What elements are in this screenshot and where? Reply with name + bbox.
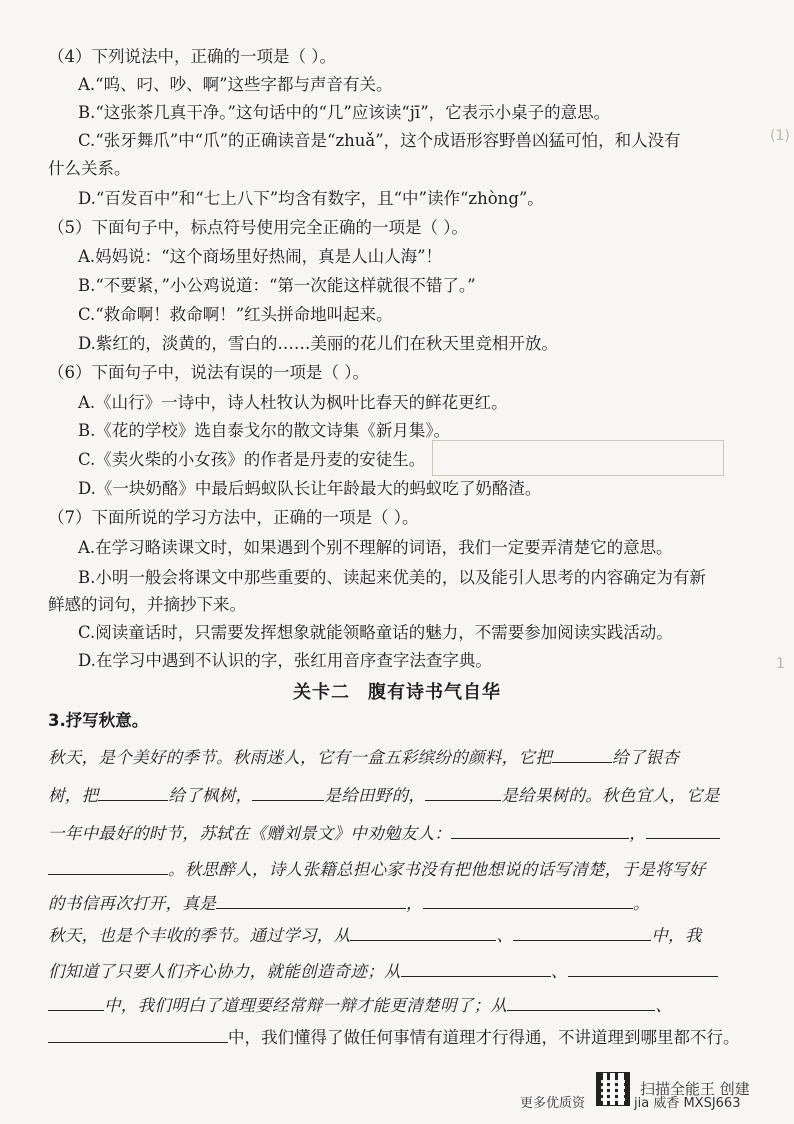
question-4-option-a: A.“呜、叼、吵、啊”这些字都与声音有关。 bbox=[78, 75, 393, 94]
paragraph-text: 的书信再次打开，真是 bbox=[48, 894, 216, 913]
fill-blank[interactable] bbox=[425, 784, 501, 801]
paragraph-text: ， bbox=[406, 894, 423, 913]
paragraph-text: 。 bbox=[632, 894, 650, 913]
paragraph-text: 们知道了只要人们齐心协力，就能创造奇迹；从 bbox=[48, 962, 401, 981]
fill-blank[interactable] bbox=[48, 1026, 228, 1043]
fill-blank[interactable] bbox=[513, 924, 651, 941]
question-7-option-b: B.小明一般会将课文中那些重要的、读起来优美的，以及能引人思考的内容确定为有新 bbox=[78, 568, 706, 587]
qr-code-icon bbox=[596, 1072, 630, 1106]
question-6-stem: （6）下面句子中，说法有误的一项是（ ）。 bbox=[48, 363, 369, 382]
paragraph-text: 给了银杏 bbox=[612, 748, 680, 767]
paragraph-1-line-2 bbox=[0, 784, 794, 807]
paragraph-text: 一年中最好的时节，苏轼在《赠刘景文》中劝勉友人： bbox=[48, 824, 452, 843]
fill-blank[interactable] bbox=[350, 924, 496, 941]
bleed-through-mark: 1 bbox=[776, 656, 785, 672]
paragraph-text: 中，我们懂得了做任何事情有道理才行得通，不讲道理到哪里都不行。 bbox=[228, 1028, 740, 1047]
question-5-option-a: A.妈妈说：“这个商场里好热闹，真是人山人海”！ bbox=[78, 247, 443, 266]
paragraph-2-line-2 bbox=[0, 960, 794, 983]
question-4-option-c-continued: 什么关系。 bbox=[48, 159, 131, 178]
question-4-stem: （4）下列说法中，正确的一项是（ ）。 bbox=[48, 47, 336, 66]
question-5-option-d: D.紫红的，淡黄的，雪白的……美丽的花儿们在秋天里竞相开放。 bbox=[78, 334, 558, 353]
paragraph-text: 是给果树的。秋色宜人，它是 bbox=[501, 786, 720, 805]
paragraph-1-line-3 bbox=[0, 822, 794, 845]
question-7-option-a: A.在学习略读课文时，如果遇到个别不理解的词语，我们一定要弄清楚它的意思。 bbox=[78, 538, 673, 557]
footer-middle-text: jia 威香 MXSJ663 bbox=[634, 1096, 741, 1111]
fill-blank[interactable] bbox=[48, 858, 168, 875]
fill-blank[interactable] bbox=[552, 746, 612, 763]
question-6-option-d: D.《一块奶酪》中最后蚂蚁队长让年龄最大的蚂蚁吃了奶酪渣。 bbox=[78, 479, 542, 498]
question-6-option-a: A.《山行》一诗中，诗人杜牧认为枫叶比春天的鲜花更红。 bbox=[78, 393, 508, 412]
fill-blank[interactable] bbox=[401, 960, 551, 977]
question-5-option-c: C.“救命啊！救命啊！”红头拼命地叫起来。 bbox=[78, 305, 393, 324]
task-3-heading: 3.抒写秋意。 bbox=[48, 711, 149, 730]
paragraph-text: 给了枫树， bbox=[168, 786, 253, 805]
question-6-option-b: B.《花的学校》选自泰戈尔的散文诗集《新月集》。 bbox=[78, 421, 451, 440]
fill-blank[interactable] bbox=[216, 892, 406, 909]
question-6-option-c: C.《卖火柴的小女孩》的作者是丹麦的安徒生。 bbox=[78, 450, 426, 469]
section-title: 腹有诗书气自华 bbox=[368, 682, 501, 703]
paragraph-text: 、 bbox=[496, 926, 514, 945]
paragraph-2-line-1 bbox=[0, 924, 794, 947]
paragraph-1-line-4 bbox=[0, 858, 794, 881]
paragraph-text: 秋天，是个美好的季节。秋雨迷人，它有一盒五彩缤纷的颜料，它把 bbox=[48, 748, 552, 767]
paragraph-text: 是给田野的， bbox=[324, 786, 426, 805]
fill-blank[interactable] bbox=[423, 892, 633, 909]
paragraph-text: 秋天，也是个丰收的季节。通过学习，从 bbox=[48, 926, 351, 945]
fill-blank[interactable] bbox=[98, 784, 168, 801]
section-heading bbox=[0, 678, 794, 704]
question-4-option-d: D.“百发百中”和“七上八下”均含有数字，且“中”读作“zhòng”。 bbox=[78, 189, 544, 208]
question-7-option-b-continued: 鲜感的词句，并摘抄下来。 bbox=[48, 595, 246, 614]
paragraph-text: 树，把 bbox=[48, 786, 99, 805]
paragraph-1-line-5 bbox=[0, 892, 794, 915]
scanner-watermark: 扫描全能王 创建 bbox=[640, 1080, 750, 1098]
bleed-through-mark: (1) bbox=[770, 128, 790, 144]
question-7-option-d: D.在学习中遇到不认识的字，张红用音序查字法查字典。 bbox=[78, 651, 492, 670]
paragraph-text: 、 bbox=[550, 962, 568, 981]
paragraph-1-line-1 bbox=[0, 746, 794, 769]
question-7-option-c: C.阅读童话时，只需要发挥想象就能领略童话的魅力，不需要参加阅读实践活动。 bbox=[78, 623, 673, 642]
footer-left-text: 更多优质资 bbox=[520, 1096, 586, 1111]
question-5-option-b: B.“不要紧，”小公鸡说道：“第一次能这样就很不错了。” bbox=[78, 276, 476, 295]
paragraph-2-line-3 bbox=[0, 994, 794, 1017]
paragraph-2-line-4 bbox=[0, 1026, 794, 1049]
question-7-stem: （7）下面所说的学习方法中，正确的一项是（ ）。 bbox=[48, 508, 419, 527]
fill-blank[interactable] bbox=[568, 960, 718, 977]
question-4-option-b: B.“这张茶几真干净。”这句话中的“几”应该读“jī”，它表示小桌子的意思。 bbox=[78, 103, 611, 122]
question-4-option-c: C.“张牙舞爪”中“爪”的正确读音是“zhuǎ”，这个成语形容野兽凶猛可怕，和人没有 bbox=[78, 131, 681, 150]
paragraph-text: ， bbox=[629, 824, 647, 843]
fill-blank[interactable] bbox=[646, 822, 720, 839]
paragraph-text: 中，我 bbox=[651, 926, 702, 945]
fill-blank[interactable] bbox=[48, 994, 104, 1011]
paragraph-text: 中，我们明白了道理要经常辩一辩才能更清楚明了；从 bbox=[104, 996, 508, 1015]
fill-blank[interactable] bbox=[252, 784, 324, 801]
section-level: 关卡二 bbox=[293, 682, 350, 703]
fill-blank[interactable] bbox=[507, 994, 655, 1011]
paragraph-text: 。秋思醉人，诗人张籍总担心家书没有把他想说的话写清楚，于是将写好 bbox=[168, 860, 706, 879]
fill-blank[interactable] bbox=[451, 822, 629, 839]
question-5-stem: （5）下面句子中，标点符号使用完全正确的一项是（ ）。 bbox=[48, 218, 468, 237]
paragraph-text: 、 bbox=[655, 996, 673, 1015]
